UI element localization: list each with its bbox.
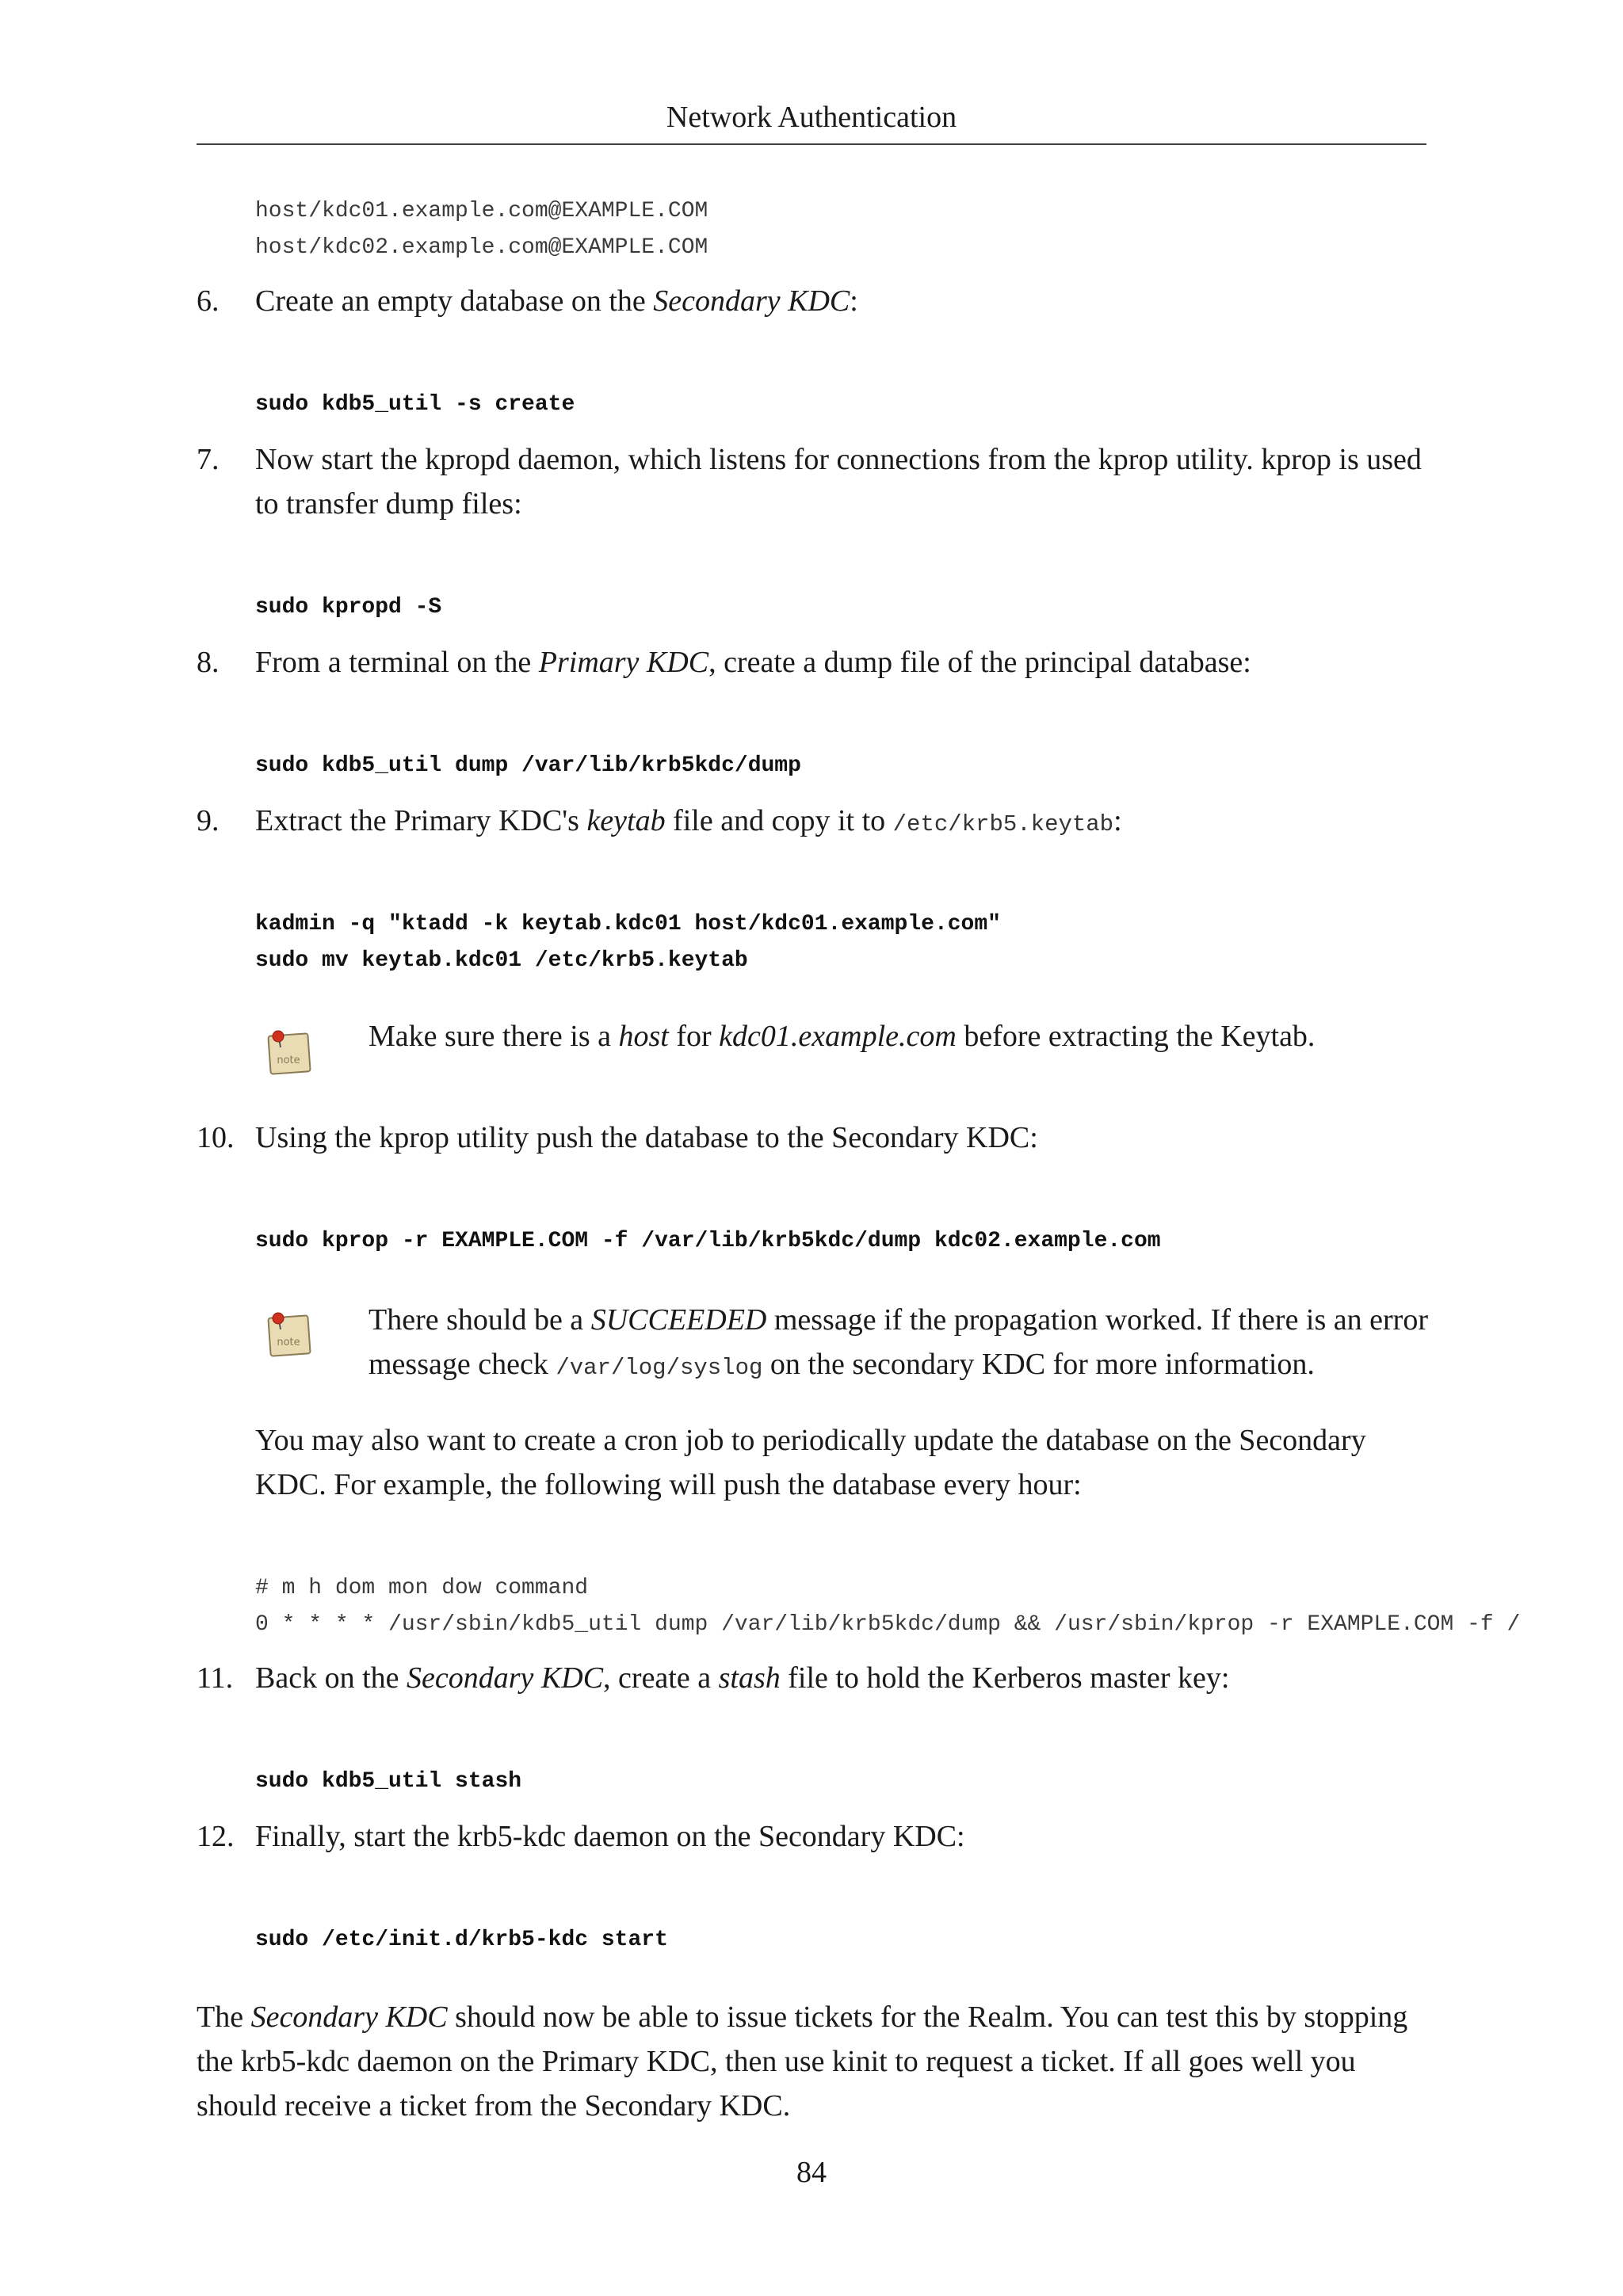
step-7-text: Now start the kpropd daemon, which listens for connections from the kprop utility. kprop is used [255, 443, 1422, 476]
step-number: 11. [197, 1661, 234, 1695]
step-9-text: Extract the Primary KDC's keytab file and copy it to /etc/krb5.keytab: [255, 804, 1122, 837]
command-line: sudo kprop -r EXAMPLE.COM -f /var/lib/krb5kdc/dump kdc02.example.com [255, 1229, 1161, 1253]
command-line: sudo kdb5_util -s create [255, 392, 575, 417]
step-number: 6. [197, 284, 220, 318]
step-10-text: Using the kprop utility push the database to the Secondary KDC: [255, 1121, 1038, 1154]
note-2-text: There should be a SUCCEEDED message if the propagation worked. If there is an error [369, 1303, 1428, 1337]
closing-paragraph: The Secondary KDC should now be able to issue tickets for the Realm. You can test this by stopping [197, 2000, 1408, 2034]
command-line: sudo kdb5_util stash [255, 1769, 522, 1794]
page-header-title: Network Authentication [666, 101, 957, 134]
command-line: sudo kpropd -S [255, 595, 442, 620]
code-line: # m h dom mon dow command [255, 1576, 589, 1600]
note-icon [266, 1027, 314, 1076]
closing-paragraph: the krb5-kdc daemon on the Primary KDC, then use kinit to request a ticket. If all goes well you [197, 2045, 1356, 2078]
svg-text:note: note [277, 1337, 300, 1348]
code-line: host/kdc02.example.com@EXAMPLE.COM [255, 235, 708, 260]
command-line: sudo /etc/init.d/krb5-kdc start [255, 1928, 668, 1952]
command-line: sudo kdb5_util dump /var/lib/krb5kdc/dump [255, 753, 801, 778]
header-divider [197, 143, 1426, 145]
svg-text:note: note [277, 1055, 300, 1066]
step-7-text: to transfer dump files: [255, 487, 522, 521]
note-2-text: message check /var/log/syslog on the secondary KDC for more information. [369, 1348, 1315, 1381]
code-line: host/kdc01.example.com@EXAMPLE.COM [255, 199, 708, 223]
closing-paragraph: should receive a ticket from the Secondary KDC. [197, 2089, 791, 2122]
step-number: 12. [197, 1820, 235, 1853]
code-line: 0 * * * * /usr/sbin/kdb5_util dump /var/lib/krb5kdc/dump && /usr/sbin/kprop -r EXAMPLE.COM -f / [255, 1612, 1521, 1637]
note-1-text: Make sure there is a host for kdc01.example.com before extracting the Keytab. [369, 1020, 1316, 1053]
step-number: 8. [197, 646, 220, 679]
step-6-text: Create an empty database on the Secondary KDC: [255, 284, 858, 318]
step-number: 9. [197, 804, 220, 837]
page-number: 84 [796, 2156, 827, 2189]
step-12-text: Finally, start the krb5-kdc daemon on the Secondary KDC: [255, 1820, 965, 1853]
step-11-text: Back on the Secondary KDC, create a stash file to hold the Kerberos master key: [255, 1661, 1230, 1695]
note-icon [266, 1309, 314, 1358]
command-line: sudo mv keytab.kdc01 /etc/krb5.keytab [255, 948, 748, 973]
step-8-text: From a terminal on the Primary KDC, create a dump file of the principal database: [255, 646, 1251, 679]
command-line: kadmin -q "ktadd -k keytab.kdc01 host/kdc01.example.com" [255, 912, 1001, 936]
cron-paragraph: You may also want to create a cron job to periodically update the database on the Secondary [255, 1424, 1366, 1457]
cron-paragraph: KDC. For example, the following will push the database every hour: [255, 1468, 1082, 1501]
step-number: 10. [197, 1121, 235, 1154]
step-number: 7. [197, 443, 220, 476]
